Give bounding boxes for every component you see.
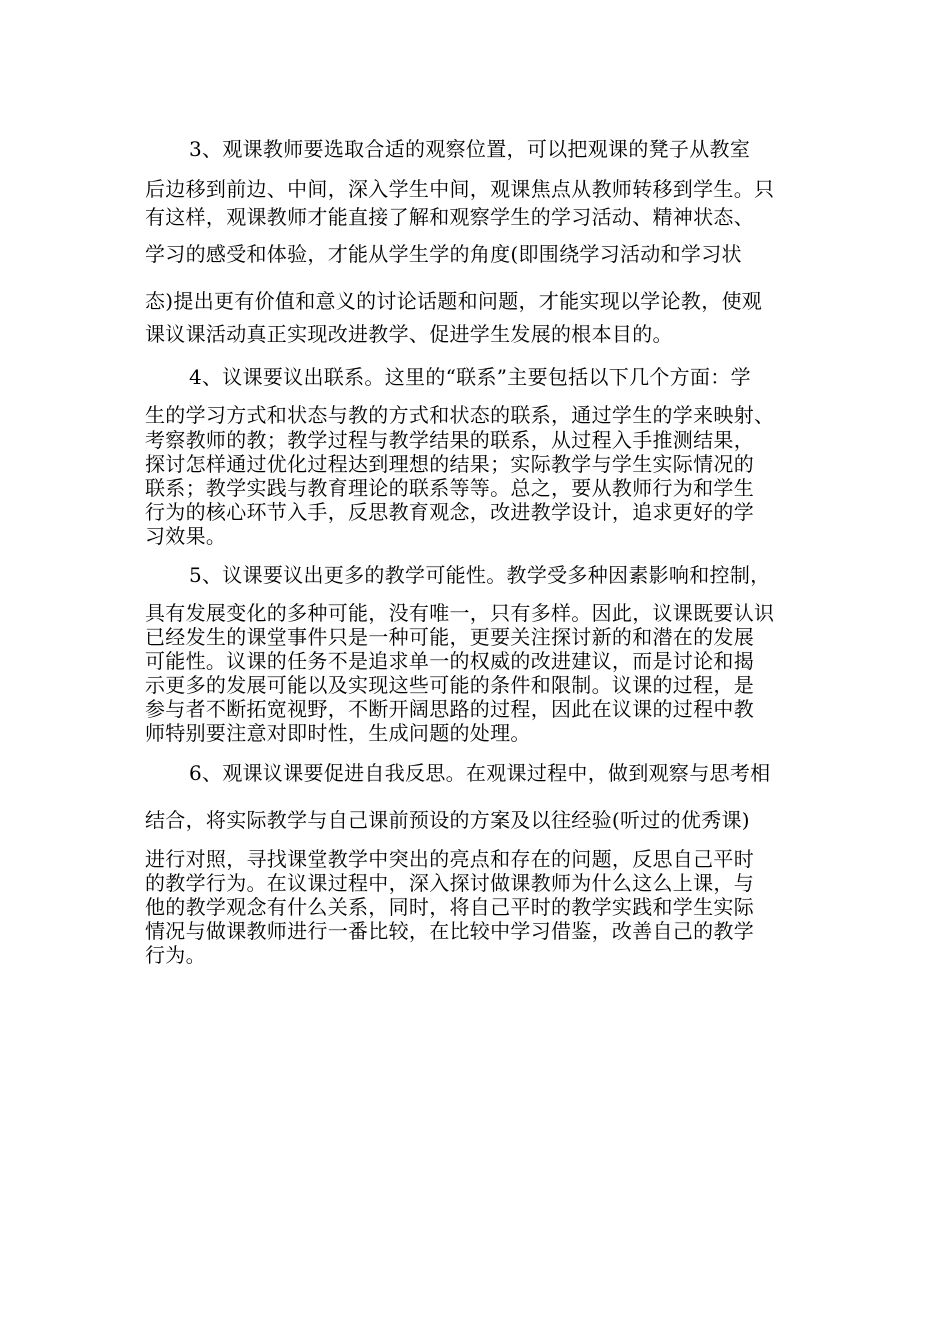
paragraph-line: 态)提出更有价值和意义的讨论话题和问题，才能实现以学论教，使观 [145, 289, 763, 313]
paragraph-line: 5、议课要议出更多的教学可能性。教学受多种因素影响和控制， [189, 563, 771, 587]
paragraph-line: 联系；教学实践与教育理论的联系等等。总之，要从教师行为和学生 [145, 476, 754, 500]
paragraph-line: 习效果。 [145, 524, 227, 548]
paragraph-line: 考察教师的教；教学过程与教学结果的联系，从过程入手推测结果， [145, 428, 754, 452]
paragraph-line: 示更多的发展可能以及实现这些可能的条件和限制。议课的过程，是 [145, 673, 754, 697]
paragraph-line: 已经发生的课堂事件只是一种可能，更要关注探讨新的和潜在的发展 [145, 625, 754, 649]
paragraph-line: 他的教学观念有什么关系，同时，将自己平时的教学实践和学生实际 [145, 895, 754, 919]
paragraph-line: 具有发展变化的多种可能，没有唯一，只有多样。因此，议课既要认识 [145, 601, 775, 625]
paragraph-line: 结合，将实际教学与自己课前预设的方案及以往经验(听过的优秀课) [145, 808, 750, 832]
paragraph-line: 进行对照，寻找课堂教学中突出的亮点和存在的问题，反思自己平时 [145, 847, 754, 871]
paragraph-line: 探讨怎样通过优化过程达到理想的结果；实际教学与学生实际情况的 [145, 452, 754, 476]
paragraph-line: 后边移到前边、中间，深入学生中间，观课焦点从教师转移到学生。只 [145, 177, 775, 201]
paragraph-line: 情况与做课教师进行一番比较，在比较中学习借鉴，改善自己的教学 [145, 919, 754, 943]
paragraph-line: 行为的核心环节入手，反思教育观念，改进教学设计，追求更好的学 [145, 500, 754, 524]
paragraph-line: 师特别要注意对即时性，生成问题的处理。 [145, 721, 531, 745]
paragraph-line: 参与者不断拓宽视野，不断开阔思路的过程，因此在议课的过程中教 [145, 697, 754, 721]
paragraph-line: 的教学行为。在议课过程中，深入探讨做课教师为什么这么上课，与 [145, 871, 754, 895]
paragraph-line: 可能性。议课的任务不是追求单一的权威的改进建议，而是讨论和揭 [145, 649, 754, 673]
paragraph-line: 生的学习方式和状态与教的方式和状态的联系，通过学生的学来映射、 [145, 403, 775, 427]
paragraph-line: 课议课活动真正实现改进教学、促进学生发展的根本目的。 [145, 322, 673, 346]
paragraph-line: 有这样，观课教师才能直接了解和观察学生的学习活动、精神状态、 [145, 205, 754, 229]
paragraph-line: 学习的感受和体验，才能从学生学的角度(即围绕学习活动和学习状 [145, 242, 742, 266]
paragraph-line: 3、观课教师要选取合适的观察位置，可以把观课的凳子从教室 [189, 137, 751, 161]
paragraph-line: 4、议课要议出联系。这里的“联系”主要包括以下几个方面：学 [189, 365, 751, 389]
paragraph-line: 6、观课议课要促进自我反思。在观课过程中，做到观察与思考相 [189, 761, 771, 785]
paragraph-line: 行为。 [145, 943, 206, 967]
